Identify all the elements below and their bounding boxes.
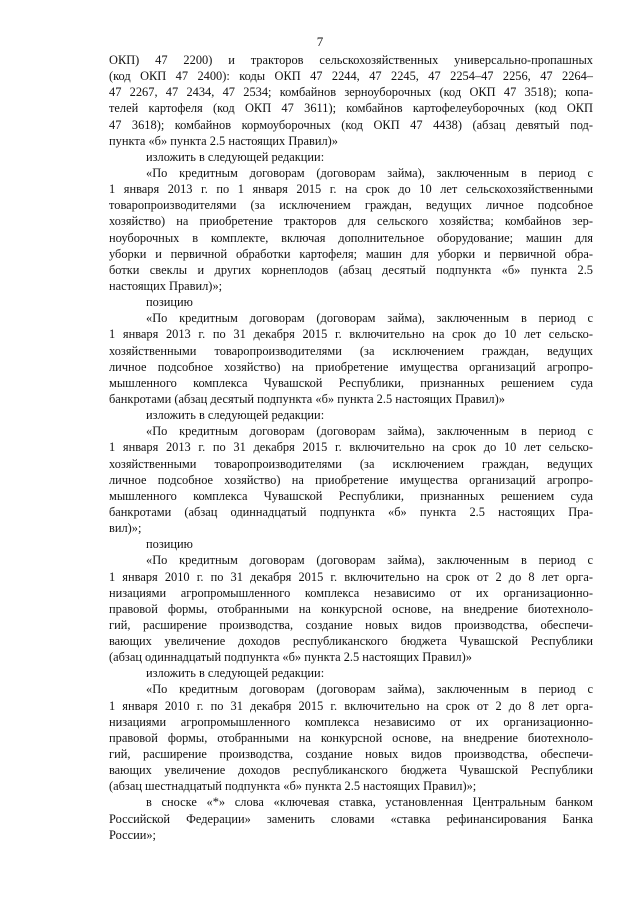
text-line: правовой формы, отобранными на конкурсной основе, на внедрение биотехноло- [109,601,593,616]
text-line: изложить в следующей редакции: [146,666,325,681]
text-line: Российской Федерации» заменить словами «ставка рефинансирования Банка [109,811,593,826]
text-line: позицию [146,537,193,552]
text-line: «По кредитным договорам (договорам займа), заключенным в период с [146,682,593,697]
text-line: России»; [109,827,156,842]
text-line: вающих увеличение доходов республиканского бюджета Чувашской Республики [109,634,593,649]
text-line: 47 3618); комбайнов кормоуборочных (код ОКП 47 4438) (абзац девятый под- [109,117,593,132]
text-line: телей картофеля (код ОКП 47 3611); комбайнов картофелеуборочных (код ОКП [109,101,593,116]
text-line: правовой формы, отобранными на конкурсной основе, на внедрение биотехноло- [109,730,593,745]
text-line: хозяйство) на приобретение тракторов для сельского хозяйства; комбайнов зер- [109,214,593,229]
text-line: 1 января 2013 г. по 1 января 2015 г. на срок до 10 лет сельскохозяйственными [109,182,593,197]
text-line: 1 января 2010 г. по 31 декабря 2015 г. включительно на срок от 2 до 8 лет орга- [109,569,593,584]
document-body [109,52,593,843]
text-line: уборки и первичной обработки картофеля; машин для уборки и первичной обра- [109,246,593,261]
text-line: 1 января 2013 г. по 31 декабря 2015 г. включительно на срок до 10 лет сельско- [109,440,593,455]
text-line: «По кредитным договорам (договорам займа), заключенным в период с [146,553,593,568]
text-line: хозяйственными товаропроизводителями (за исключением граждан, ведущих [109,456,593,471]
text-line: товаропроизводителями (за исключением граждан, ведущих личное подсобное [109,198,593,213]
text-line: «По кредитным договорам (договорам займа), заключенным в период с [146,311,593,326]
text-line: позицию [146,295,193,310]
text-line: гий, расширение производства, создание новых видов производства, обеспечи- [109,747,593,762]
text-line: в сноске «*» слова «ключевая ставка, установленная Центральным банком [146,795,593,810]
text-line: ноуборочных в комплекте, включая дополнительное оборудование; машин для [109,230,593,245]
page-number: 7 [316,34,324,49]
text-line: ботки свеклы и других корнеплодов (абзац десятый подпункта «б» пункта 2.5 [109,262,593,277]
text-line: мышленного комплекса Чувашской Республики, признанных решением суда [109,488,593,503]
text-line: пункта «б» пункта 2.5 настоящих Правил)» [109,133,338,148]
text-line: низациями агропромышленного комплекса независимо от их организационно- [109,585,593,600]
text-line: (абзац одиннадцатый подпункта «б» пункта 2.5 настоящих Правил)» [109,650,472,665]
text-line: изложить в следующей редакции: [146,408,325,423]
text-line: хозяйственными товаропроизводителями (за исключением граждан, ведущих [109,343,593,358]
text-line: вил)»; [109,521,142,536]
text-line: банкротами (абзац одиннадцатый подпункта «б» пункта 2.5 настоящих Пра- [109,504,593,519]
text-line: 1 января 2010 г. по 31 декабря 2015 г. включительно на срок от 2 до 8 лет орга- [109,698,593,713]
text-line: личное подсобное хозяйство) на приобретение имущества организаций агропро- [109,359,593,374]
text-line: ОКП) 47 2200) и тракторов сельскохозяйственных универсально-пропашных [109,53,593,67]
text-line: мышленного комплекса Чувашской Республики, признанных решением суда [109,375,593,390]
text-line: «По кредитным договорам (договорам займа), заключенным в период с [146,165,593,180]
text-line: «По кредитным договорам (договорам займа), заключенным в период с [146,424,593,439]
text-line: (абзац шестнадцатый подпункта «б» пункта 2.5 настоящих Правил)»; [109,779,477,794]
text-line: 1 января 2013 г. по 31 декабря 2015 г. включительно на срок до 10 лет сельско- [109,327,593,342]
text-line: 47 2267, 47 2434, 47 2534; комбайнов зерноуборочных (код ОКП 47 3518); копа- [109,85,593,100]
text-line: настоящих Правил)»; [109,278,223,293]
text-line: гий, расширение производства, создание новых видов производства, обеспечи- [109,617,593,632]
text-line: вающих увеличение доходов республиканского бюджета Чувашской Республики [109,763,593,778]
text-line: (код ОКП 47 2400): коды ОКП 47 2244, 47 2245, 47 2254–47 2256, 47 2264– [109,69,593,84]
text-line: изложить в следующей редакции: [146,149,325,164]
text-line: низациями агропромышленного комплекса независимо от их организационно- [109,714,593,729]
text-line: личное подсобное хозяйство) на приобретение имущества организаций агропро- [109,472,593,487]
text-line: банкротами (абзац десятый подпункта «б» пункта 2.5 настоящих Правил)» [109,391,505,406]
